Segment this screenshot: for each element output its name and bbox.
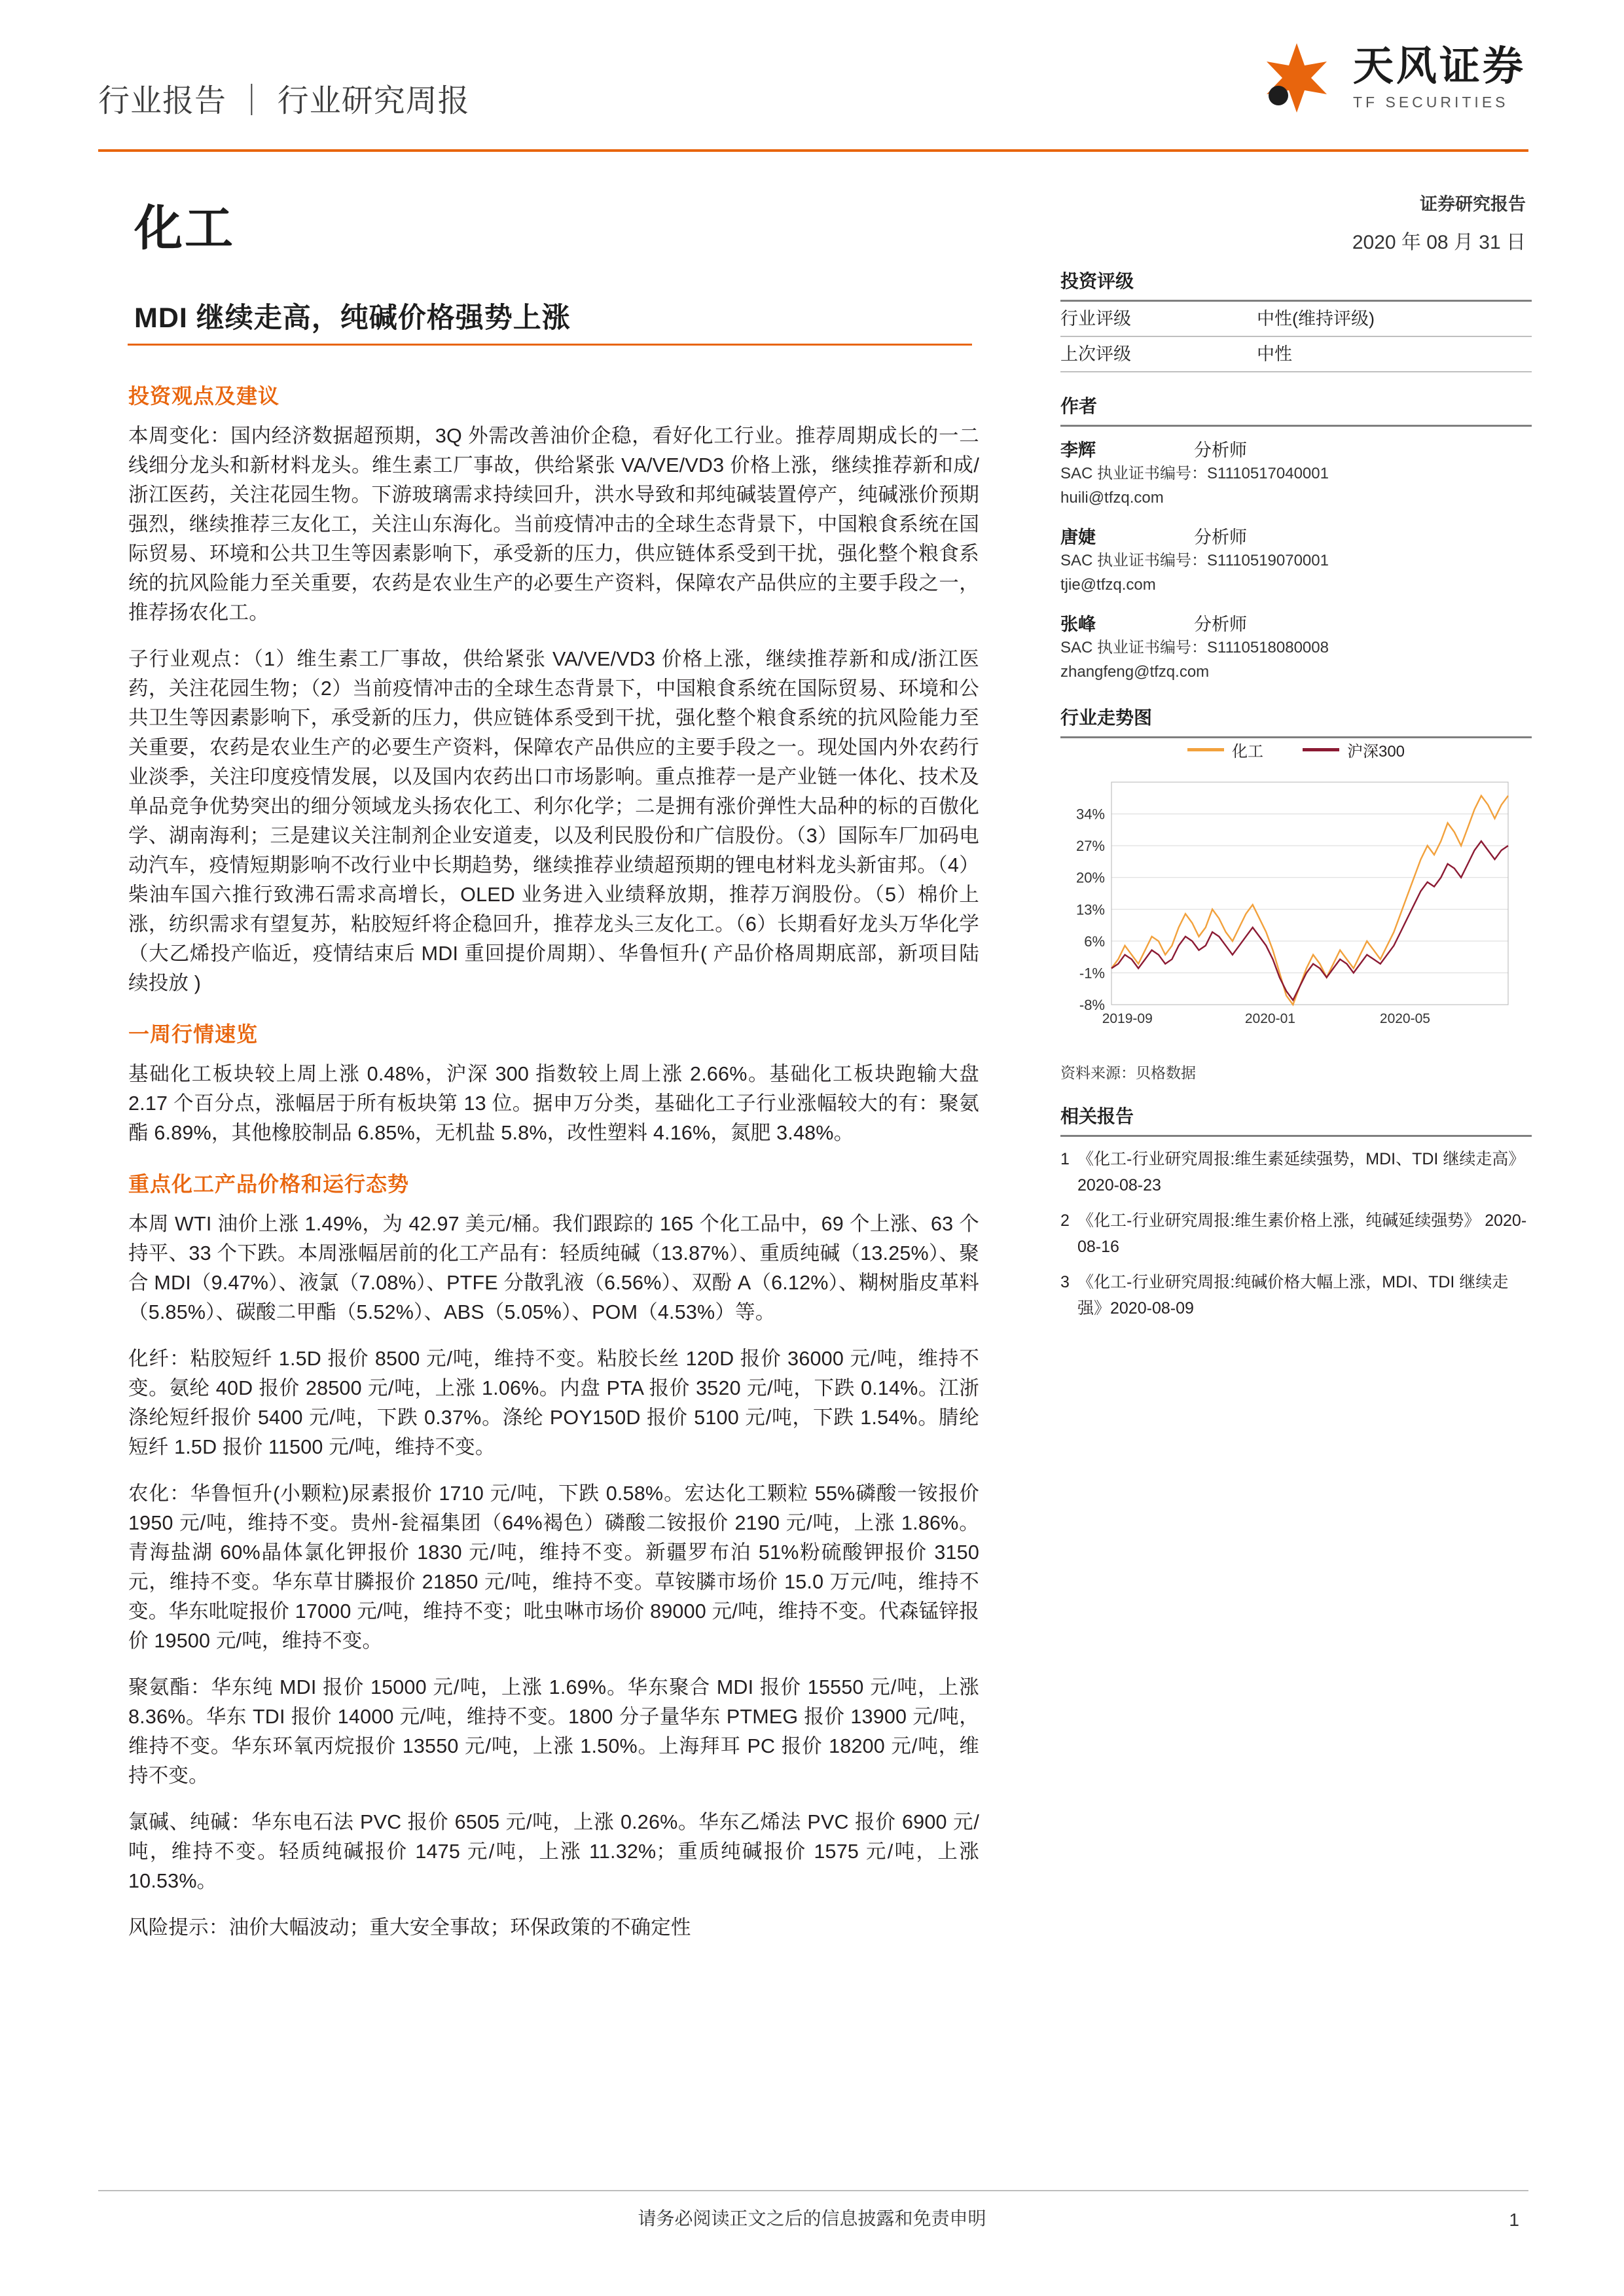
trend-chart-svg [1060, 773, 1519, 1035]
logo-text-en: TF SECURITIES [1352, 93, 1509, 111]
rating-block [1060, 267, 1532, 372]
sidebar [1060, 267, 1532, 1341]
legend-label: 化工 [1231, 743, 1263, 761]
divider [1060, 425, 1532, 427]
header-divider [98, 149, 1528, 152]
trend-chart-block [1060, 704, 1532, 1083]
section-heading-investment: 投资观点及建议 [128, 384, 280, 408]
rating-value: 中性 [1257, 344, 1292, 364]
list-item[interactable] [1060, 1208, 1532, 1260]
author-sac: SAC 执业证书编号：S1110517040001 [1060, 465, 1329, 482]
author-role: 分析师 [1194, 615, 1247, 634]
list-item[interactable] [1060, 1146, 1532, 1198]
author-entry [1060, 610, 1532, 684]
svg-text:2020-01: 2020-01 [1244, 1011, 1295, 1026]
section-heading-market: 一周行情速览 [128, 1022, 259, 1046]
svg-text:20%: 20% [1075, 869, 1105, 886]
legend-item-hs300 [1303, 738, 1405, 761]
paragraph-risk-warning: 风险提示：油价大幅波动；重大安全事故；环保政策的不确定性 [128, 1916, 691, 1939]
title-divider [128, 344, 972, 346]
svg-text:13%: 13% [1075, 901, 1105, 918]
rating-label: 行业评级 [1060, 309, 1131, 329]
rating-row-previous [1060, 337, 1532, 371]
svg-text:-8%: -8% [1079, 997, 1105, 1013]
author-email[interactable]: zhangfeng@tfzq.com [1060, 663, 1210, 681]
related-section-title: 相关报告 [1060, 1106, 1134, 1126]
paragraph-chloralkali-soda: 氯碱、纯碱：华东电石法 PVC 报价 6505 元/吨，上涨 0.26%。华东乙烯法 PVC 报价 6900 元/吨，维持不变。轻质纯碱报价 1475 元/吨，上涨 11.32%；重质纯碱报价 1575 元/吨，上涨 10.53%。 [128, 1811, 979, 1892]
report-kind-label: 证券研究报告 [1420, 194, 1526, 214]
logo-text-cn: 天风证券 [1352, 43, 1526, 89]
legend-swatch-icon [1187, 748, 1224, 751]
legend-swatch-icon [1303, 748, 1339, 751]
author-sac: SAC 执业证书编号：S1110518080008 [1060, 639, 1329, 656]
industry-trend-chart [1060, 773, 1519, 1054]
list-item[interactable] [1060, 1269, 1532, 1321]
rating-section-title: 投资评级 [1060, 271, 1134, 291]
legend-label: 沪深300 [1346, 743, 1405, 761]
author-email[interactable]: tjie@tfzq.com [1060, 576, 1156, 594]
divider [1060, 371, 1532, 372]
author-role: 分析师 [1194, 440, 1247, 460]
related-index: 2 [1060, 1211, 1070, 1230]
legend-item-chemical [1187, 738, 1263, 761]
related-title: 《化工-行业研究周报:维生素延续强势，MDI、TDI 继续走高》 2020-08-23 [1077, 1150, 1525, 1194]
header-breadcrumb: 行业报告 ｜ 行业研究周报 [98, 84, 470, 118]
paragraph-agrochemicals: 农化：华鲁恒升(小颗粒)尿素报价 1710 元/吨，下跌 0.58%。宏达化工颗粒 55%磷酸一铵报价 1950 元/吨，维持不变。贵州-瓮福集团（64%褐色）磷酸二铵报价 2190 元/吨，上涨 1.86%。青海盐湖 60%晶体氯化钾报价 1830 元/吨，维持不变。新疆罗布泊 51%粉硫酸钾报价 3150 元，维持不变。华东草甘膦报价 21850 元/吨，维持不变。草铵膦市场价 15.0 万元/吨，维持不变。华东吡啶报价 17000 元/吨，维持不变；吡虫啉市场价 89000 元/吨，维持不变。代森锰锌报价 19500 元/吨，维持不变。 [128, 1482, 979, 1652]
industry-title: 化工 [134, 201, 235, 255]
authors-block [1060, 392, 1532, 684]
page-number: 1 [1509, 2210, 1519, 2230]
paragraph-polyurethane: 聚氨酯：华东纯 MDI 报价 15000 元/吨，上涨 1.69%。华东聚合 MDI 报价 15550 元/吨，上涨 8.36%。华东 TDI 报价 14000 元/吨，维持不变。1800 分子量华东 PTMEG 报价 13900 元/吨，维持不变。华东环氧丙烷报价 13550 元/吨，上涨 1.50%。上海拜耳 PC 报价 18200 元/吨，维持不变。 [128, 1676, 979, 1787]
author-name: 李辉 [1060, 440, 1096, 460]
main-content [128, 380, 979, 1960]
rating-row-industry [1060, 302, 1532, 336]
related-title: 《化工-行业研究周报:维生素价格上涨，纯碱延续强势》 2020-08-16 [1077, 1211, 1527, 1256]
svg-text:6%: 6% [1084, 933, 1105, 950]
author-role: 分析师 [1194, 528, 1247, 547]
paragraph-chemical-fiber: 化纤：粘胶短纤 1.5D 报价 8500 元/吨，维持不变。粘胶长丝 120D 报价 36000 元/吨，维持不变。氨纶 40D 报价 28500 元/吨，上涨 1.06%。内盘 PTA 报价 3520 元/吨，下跌 0.14%。江浙涤纶短纤报价 5400 元/吨，下跌 0.37%。涤纶 POY150D 报价 5100 元/吨，下跌 1.54%。腈纶短纤 1.5D 报价 11500 元/吨，维持不变。 [128, 1348, 979, 1458]
paragraph-subsector-view: 子行业观点：（1）维生素工厂事故，供给紧张 VA/VE/VD3 价格上涨，继续推荐新和成/浙江医药，关注花园生物；（2）当前疫情冲击的全球生态背景下，中国粮食系统在国际贸易、环境和公共卫生等因素影响下，承受新的压力，供应链体系受到干扰，强化整个粮食系统的抗风险能力至关重要，农药是农业生产的必要生产资料，保障农产品供应的主要手段之一。现处国内外农药行业淡季，关注印度疫情发展，以及国内农药出口市场影响。重点推荐一是产业链一体化、技术及单品竞争优势突出的细分领域龙头扬农化工、利尔化学；二是拥有涨价弹性大品种的标的百傲化学、湖南海利；三是建议关注制剂企业安道麦，以及利民股份和广信股份。（3）国际车厂加码电动汽车，疫情短期影响不改行业中长期趋势，继续推荐业绩超预期的锂电材料龙头新宙邦。（4）柴油车国六推行致沸石需求高增长，OLED 业务进入业绩释放期，推荐万润股份。（5）棉价上涨，纺织需求有望复苏，粘胶短纤将企稳回升，推荐龙头三友化工。（6）长期看好龙头万华化学（大乙烯投产临近，疫情结束后 MDI 重回提价周期）、华鲁恒升( 产品价格周期底部，新项目陆续投放 ) [128, 648, 979, 994]
author-sac: SAC 执业证书编号：S1110519070001 [1060, 552, 1329, 569]
author-name: 张峰 [1060, 615, 1096, 634]
logo-mark-icon [1259, 39, 1336, 117]
svg-text:2020-05: 2020-05 [1379, 1011, 1430, 1026]
chart-legend [1060, 738, 1532, 761]
paragraph-price-overview: 本周 WTI 油价上涨 1.49%，为 42.97 美元/桶。我们跟踪的 165 个化工品中，69 个上涨、63 个持平、33 个下跌。本周涨幅居前的化工产品有：轻质纯碱（13.87%）、重质纯碱（13.25%）、聚合 MDI（9.47%）、液氯（7.08%）、PTFE 分散乳液（6.56%）、双酚 A（6.12%）、糊树脂皮革料（5.85%）、碳酸二甲酯（5.52%）、ABS（5.05%）、POM（4.53%）等。 [128, 1213, 979, 1323]
author-email[interactable]: huili@tfzq.com [1060, 489, 1164, 507]
paragraph-weekly-change: 本周变化：国内经济数据超预期，3Q 外需改善油价企稳，看好化工行业。推荐周期成长的一二线细分龙头和新材料龙头。维生素工厂事故，供给紧张 VA/VE/VD3 价格上涨，继续推荐新和成/浙江医药，关注花园生物。下游玻璃需求持续回升，洪水导致和邦纯碱装置停产，纯碱涨价预期强烈，继续推荐三友化工，关注山东海化。当前疫情冲击的全球生态背景下，中国粮食系统在国际贸易、环境和公共卫生等因素影响下，承受新的压力，供应链体系受到干扰，强化整个粮食系统的抗风险能力至关重要，农药是农业生产的必要生产资料，保障农产品供应的主要手段之一，推荐扬农化工。 [128, 425, 979, 624]
divider [1060, 1135, 1532, 1137]
svg-text:27%: 27% [1075, 838, 1105, 855]
related-title: 《化工-行业研究周报:纯碱价格大幅上涨，MDI、TDI 继续走强》2020-08-09 [1077, 1273, 1509, 1318]
company-logo [1259, 39, 1526, 117]
related-index: 3 [1060, 1273, 1070, 1291]
related-reports-block [1060, 1102, 1532, 1321]
page-title: MDI 继续走高，纯碱价格强势上涨 [134, 302, 571, 334]
report-date: 2020 年 08 月 31 日 [1352, 232, 1526, 253]
chart-source: 资料来源：贝格数据 [1060, 1064, 1196, 1081]
svg-text:-1%: -1% [1079, 965, 1105, 982]
author-entry [1060, 523, 1532, 597]
footer-disclaimer: 请务必阅读正文之后的信息披露和免责申明 [638, 2208, 986, 2229]
footer-divider [98, 2190, 1528, 2191]
svg-text:34%: 34% [1075, 806, 1105, 823]
svg-text:2019-09: 2019-09 [1102, 1011, 1153, 1026]
author-name: 唐婕 [1060, 528, 1096, 547]
paragraph-market-review: 基础化工板块较上周上涨 0.48%，沪深 300 指数较上周上涨 2.66%。基础化工板块跑输大盘 2.17 个百分点，涨幅居于所有板块第 13 位。据申万分类，基础化工子行业涨幅较大的有：聚氨酯 6.89%，其他橡胶制品 6.85%，无机盐 5.8%，改性塑料 4.16%，氮肥 3.48%。 [128, 1063, 979, 1144]
rating-label: 上次评级 [1060, 344, 1131, 364]
trend-section-title: 行业走势图 [1060, 708, 1153, 728]
related-index: 1 [1060, 1150, 1070, 1168]
author-entry [1060, 436, 1532, 510]
authors-section-title: 作者 [1060, 396, 1098, 416]
section-heading-prices: 重点化工产品价格和运行态势 [128, 1172, 410, 1196]
rating-value: 中性(维持评级) [1257, 309, 1375, 329]
